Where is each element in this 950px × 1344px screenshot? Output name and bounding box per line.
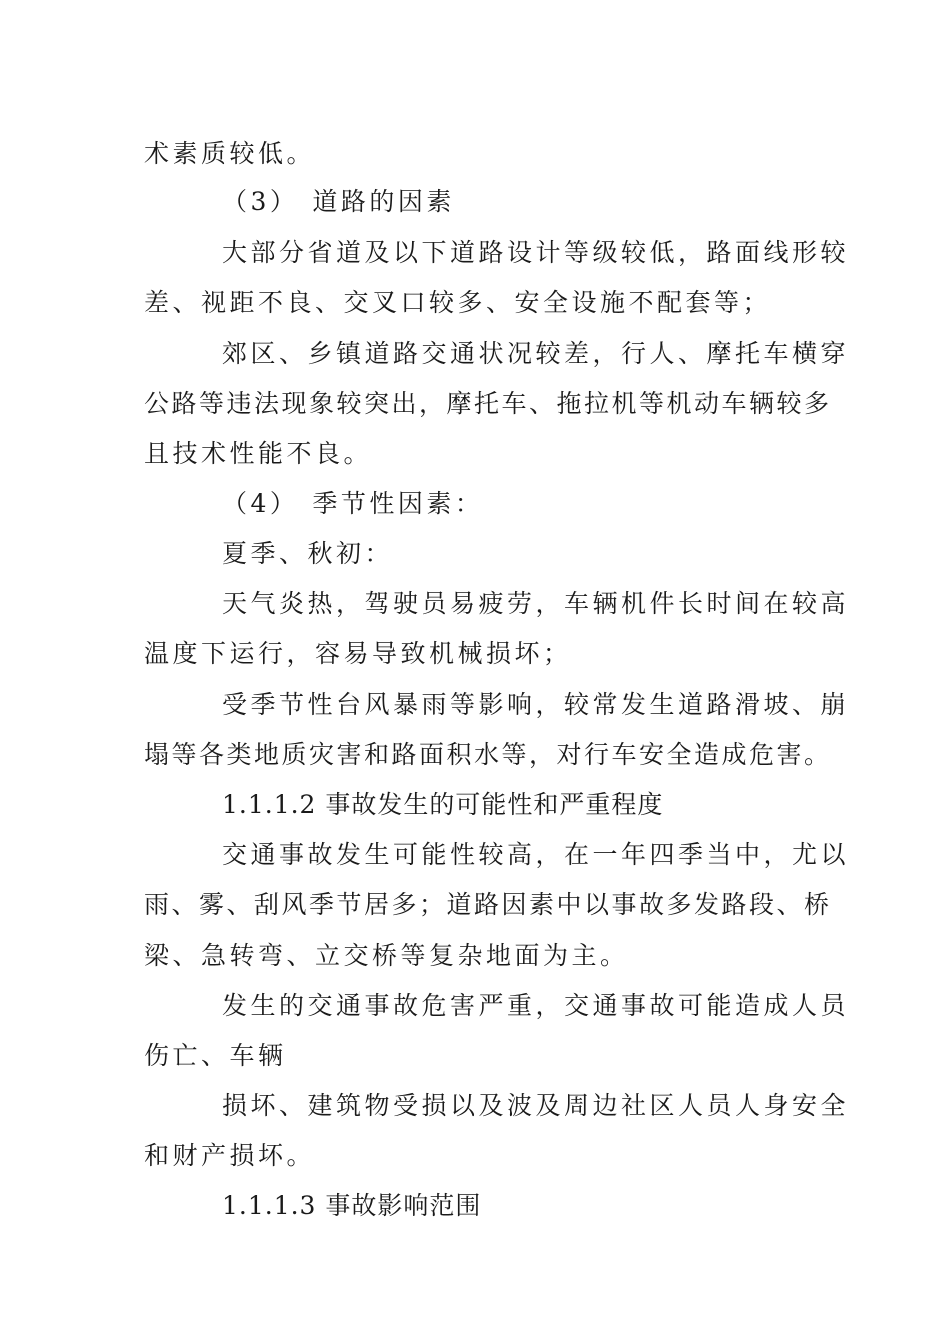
subsection-heading: 1.1.1.3 事故影响范围 [222,1191,482,1220]
paragraph-line: 损坏、建筑物受损以及波及周边社区人员人身安全 [222,1091,850,1120]
heading-text: 季节性因素： [312,489,484,518]
heading-text: 道路的因素 [312,187,455,216]
heading-number: （3） [222,187,299,216]
paragraph-line: 天气炎热，驾驶员易疲劳，车辆机件长时间在较高 [222,589,850,618]
paragraph-line: 交通事故发生可能性较高，在一年四季当中，尤以 [222,840,850,869]
paragraph-line: 雨、雾、刮风季节居多；道路因素中以事故多发路段、桥 [144,890,832,919]
paragraph-line: 塌等各类地质灾害和路面积水等，对行车安全造成危害。 [144,740,832,769]
paragraph-line: 受季节性台风暴雨等影响，较常发生道路滑坡、崩 [222,690,850,719]
paragraph-line: 夏季、秋初： [222,539,394,568]
paragraph-line: 且技术性能不良。 [144,439,373,468]
section-heading-3 [222,185,455,219]
subsection-heading: 1.1.1.2 事故发生的可能性和严重程度 [222,790,664,819]
paragraph-line: 伤亡、车辆 [144,1041,287,1070]
paragraph-line: 术素质较低。 [144,139,316,168]
paragraph-line: 和财产损坏。 [144,1141,316,1170]
section-heading-4 [222,487,483,521]
paragraph-line: 公路等违法现象较突出，摩托车、拖拉机等机动车辆较多 [144,389,832,418]
paragraph-line: 大部分省道及以下道路设计等级较低，路面线形较 [222,238,850,267]
paragraph-line: 差、视距不良、交叉口较多、安全设施不配套等； [144,288,772,317]
paragraph-line: 发生的交通事故危害严重，交通事故可能造成人员 [222,991,850,1020]
heading-number: （4） [222,489,299,518]
paragraph-line: 梁、急转弯、立交桥等复杂地面为主。 [144,941,629,970]
paragraph-line: 温度下运行，容易导致机械损坏； [144,639,572,668]
paragraph-line: 郊区、乡镇道路交通状况较差，行人、摩托车横穿 [222,339,850,368]
